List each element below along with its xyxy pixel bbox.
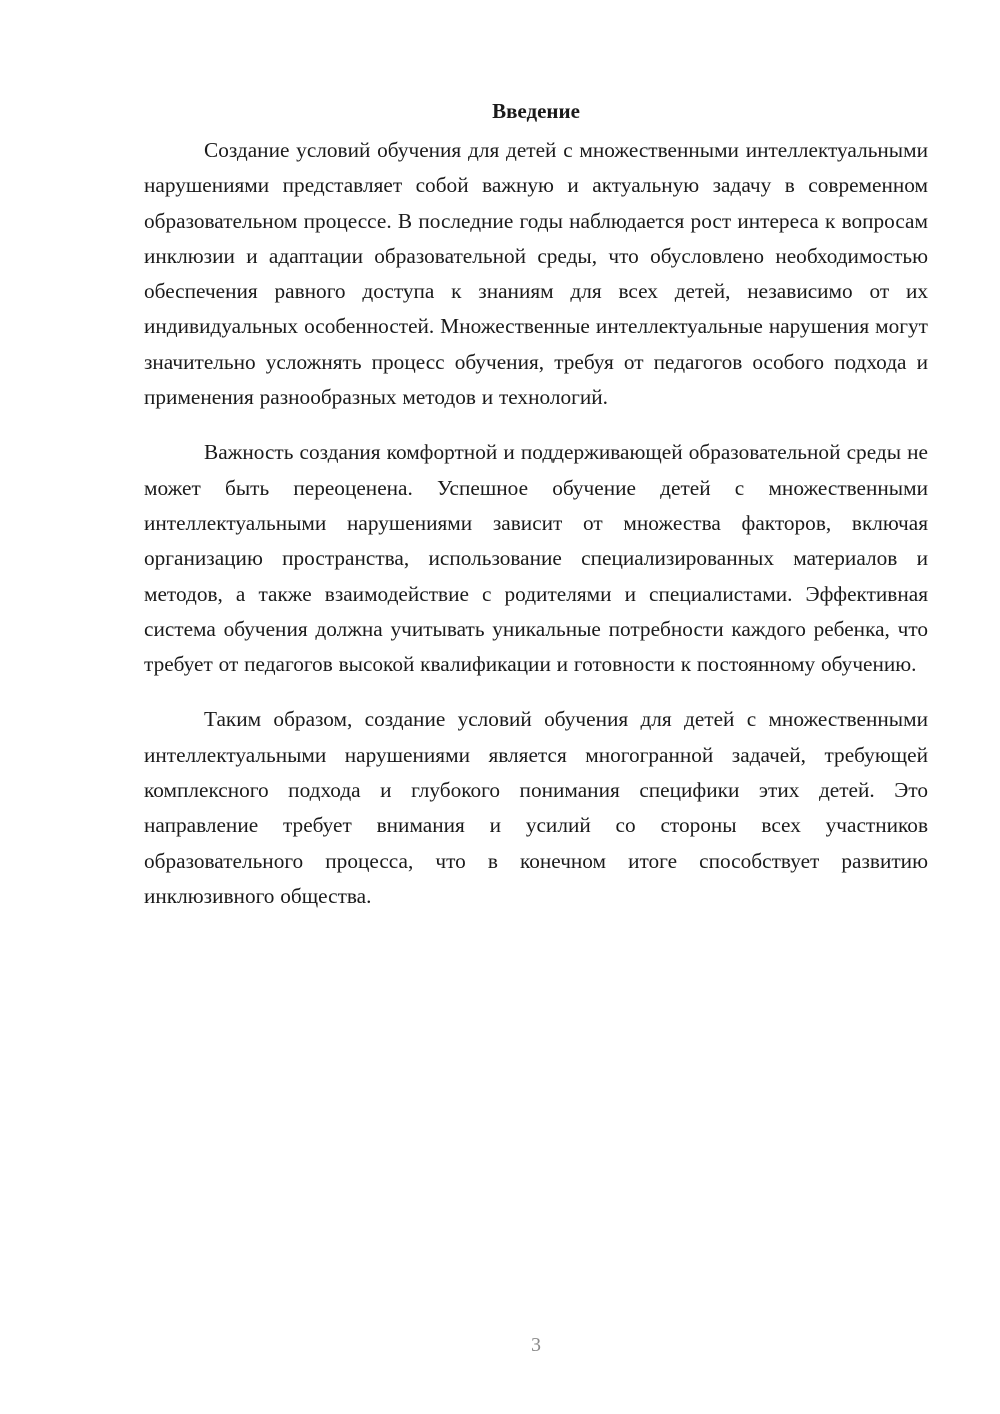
paragraph-3: Таким образом, создание условий обучения для детей с множественными интеллектуальными нарушениями является многогранной задачей, требующей комплексного подхода и глубокого понимания специфики этих детей. Это направление требует внимания и усилий со стороны всех участников образовательного процесса, что в конечном итоге способствует развитию инклюзивного общества. <box>144 707 928 908</box>
paragraph-1: Создание условий обучения для детей с множественными интеллектуальными нарушениями представляет собой важную и актуальную задачу в современном образовательном процессе. В последние годы наблюдается рост интереса к вопросам инклюзии и адаптации образовательной среды, что обусловлено необходимостью обеспечения равного доступа к знаниям для всех детей, независимо от их индивидуальных особенностей. Множественные интеллектуальные нарушения могут значительно усложнять процесс обучения, требуя от педагогов особого подхода и применения разнообразных методов и технологий. <box>144 138 928 410</box>
section-title: Введение <box>492 99 580 123</box>
paragraph-2: Важность создания комфортной и поддерживающей образовательной среды не может быть переоценена. Успешное обучение детей с множественными интеллектуальными нарушениями зависит от множества факторов, включая организацию пространства, использование специализированных материалов и методов, а также взаимодействие с родителями и специалистами. Эффективная система обучения должна учитывать уникальные потребности каждого ребенка, что требует от педагогов высокой квалификации и готовности к постоянному обучению. <box>144 440 928 677</box>
page-number: 3 <box>531 1334 541 1356</box>
document-body <box>144 94 928 934</box>
